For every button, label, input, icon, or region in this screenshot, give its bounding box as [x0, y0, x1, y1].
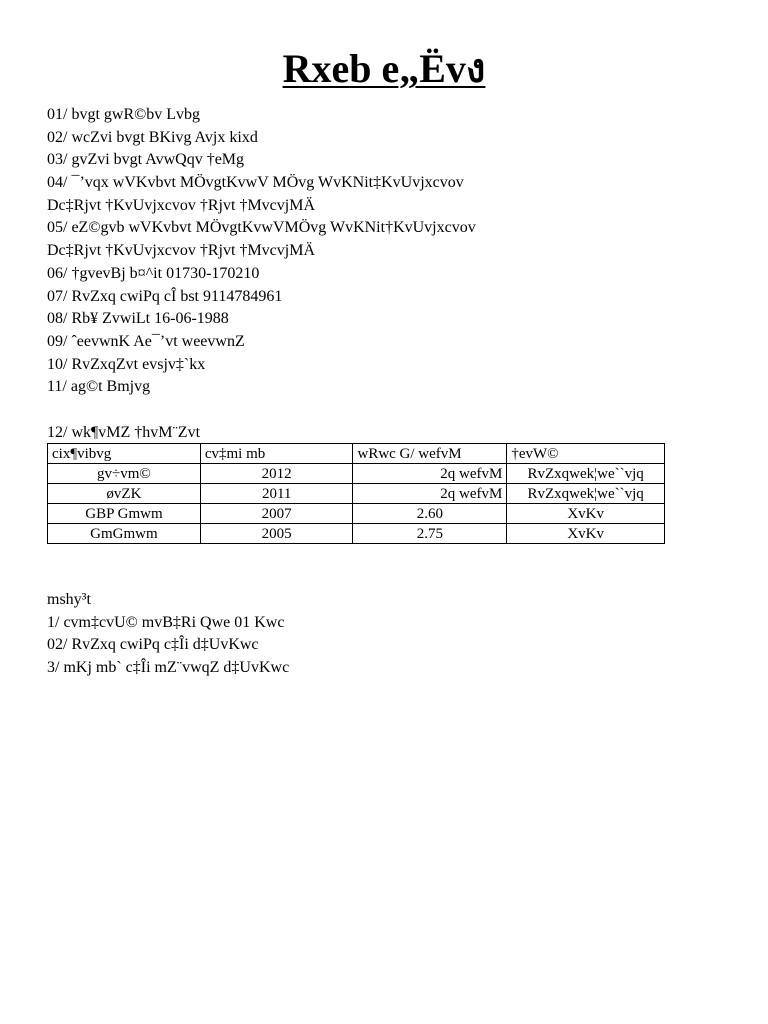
- info-line-birth-date: 08/ Rb¥ ZvwiLt 16-06-1988: [47, 310, 229, 328]
- info-line-marital-status: 09/ ˆeevwnK Ae¯’vt weevwnZ: [47, 332, 245, 350]
- info-line-mobile: 06/ †gvevBj b¤^it 01730-170210: [47, 264, 260, 282]
- education-header-exam: cix¶vibvg: [48, 444, 201, 464]
- table-cell-exam: øvZK: [48, 484, 201, 504]
- info-line-present-address-cont: Dc‡Rjvt †KvUvjxcvov †Rjvt †MvcvjMÄ: [47, 242, 315, 260]
- table-cell-result: 2.75: [353, 524, 507, 544]
- attachments-section: [47, 589, 747, 680]
- table-cell-year: 2005: [200, 524, 353, 544]
- document-title: [0, 44, 768, 94]
- document-title-text: Rxeb e„Ëvง: [282, 46, 486, 91]
- education-table: [47, 443, 665, 544]
- info-line-religion: 11/ ag©t Bmjvg: [47, 378, 151, 396]
- table-cell-year: 2012: [200, 464, 353, 484]
- info-line-mother: 03/ gvZvi bvgt AvwQqv †eMg: [47, 151, 245, 169]
- attachment-item: 3/ mKj mb` c‡Îi mZ¨vwqZ d‡UvKwc: [47, 659, 290, 677]
- education-heading: 12/ wk¶vMZ †hvM¨Zvt: [47, 423, 201, 441]
- table-cell-result: 2q wefvM: [353, 464, 507, 484]
- education-table-header-row: [48, 444, 665, 464]
- table-cell-board: XvKv: [507, 504, 665, 524]
- info-line-father: 02/ wcZvi bvgt BKivg Avjx kixd: [47, 128, 258, 146]
- attachment-item: 02/ RvZxq cwiPq c‡Îi d‡UvKwc: [47, 636, 259, 654]
- table-cell-year: 2011: [200, 484, 353, 504]
- table-cell-board: XvKv: [507, 524, 665, 544]
- attachments-heading: mshy³t: [47, 591, 91, 608]
- education-header-year: cv‡mi mb: [200, 444, 353, 464]
- table-cell-year: 2007: [200, 504, 353, 524]
- table-cell-board: RvZxqwek¦we``vjq: [507, 484, 665, 504]
- table-row: [48, 524, 665, 544]
- education-header-result: wRwc G/ wefvM: [353, 444, 507, 464]
- table-cell-exam: gv÷vm©: [48, 464, 201, 484]
- info-line-name: 01/ bvgt gwR©bv Lvbg: [47, 106, 201, 123]
- table-row: [48, 504, 665, 524]
- info-line-permanent-address-cont: Dc‡Rjvt †KvUvjxcvov †Rjvt †MvcvjMÄ: [47, 196, 315, 214]
- table-cell-result: 2q wefvM: [353, 484, 507, 504]
- table-row: [48, 484, 665, 504]
- info-line-nationality: 10/ RvZxqZvt evsjv‡`kx: [47, 355, 206, 373]
- attachment-item: 1/ cvm‡cvU© mvB‡Ri Qwe 01 Kwc: [47, 613, 285, 631]
- table-cell-exam: GBP Gmwm: [48, 504, 201, 524]
- personal-info-list: [47, 104, 747, 444]
- table-cell-result: 2.60: [353, 504, 507, 524]
- info-line-present-address: 05/ eZ©gvb wVKvbvt MÖvgtKvwVMÖvg WvKNit†KvUvjxcvov: [47, 219, 476, 237]
- table-cell-exam: GmGmwm: [48, 524, 201, 544]
- info-line-nid: 07/ RvZxq cwiPq cÎ bst 9114784961: [47, 287, 283, 305]
- education-header-board: †evW©: [507, 444, 665, 464]
- spacer: [47, 399, 747, 422]
- info-line-permanent-address: 04/ ¯’vqx wVKvbvt MÖvgtKvwV MÖvg WvKNit‡KvUvjxcvov: [47, 174, 464, 192]
- table-row: [48, 464, 665, 484]
- table-cell-board: RvZxqwek¦we``vjq: [507, 464, 665, 484]
